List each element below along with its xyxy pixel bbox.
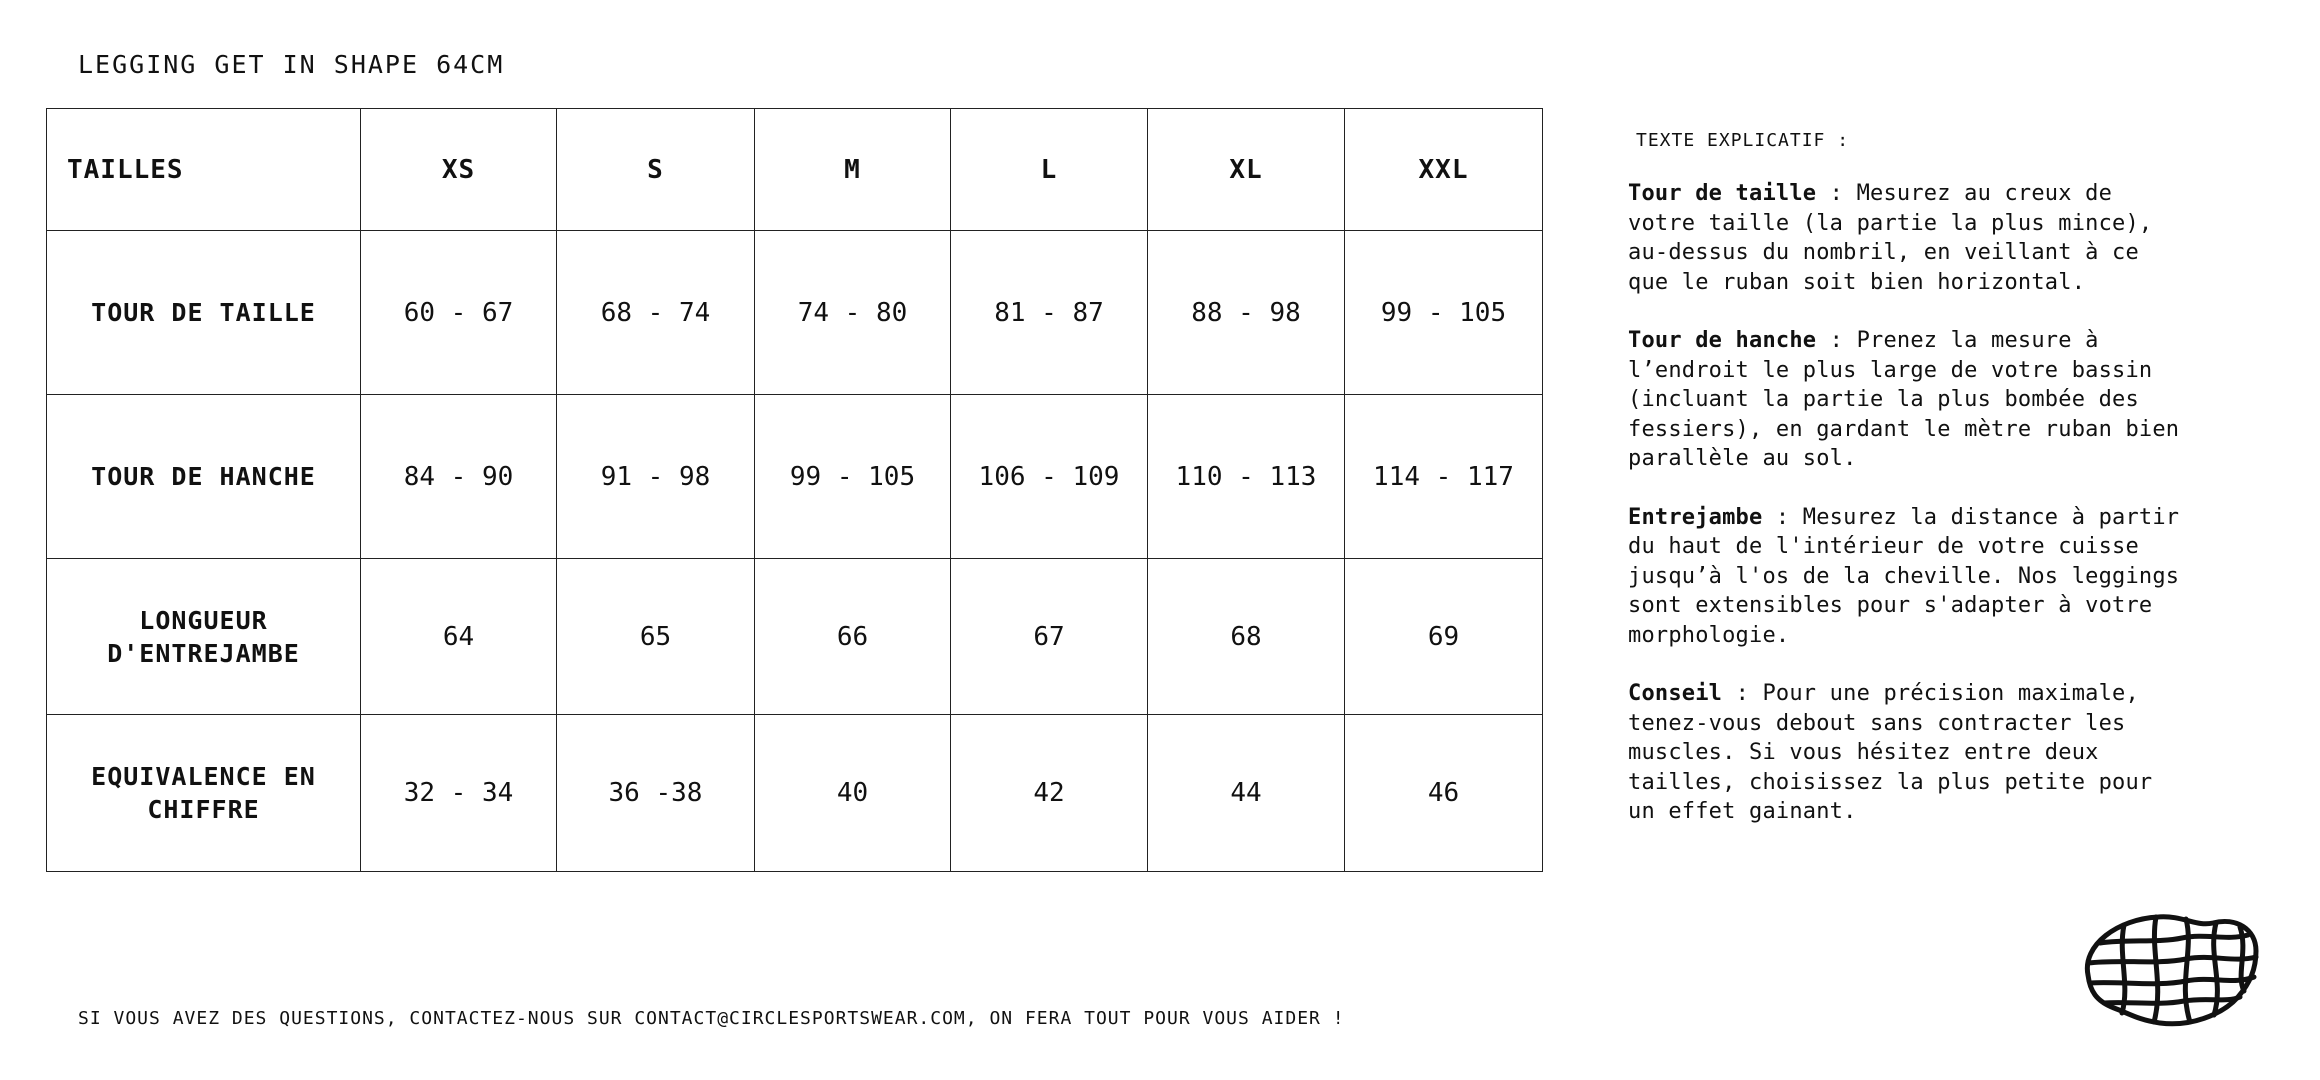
explanation-heading: TEXTE EXPLICATIF : bbox=[1636, 130, 1850, 151]
explanation-panel bbox=[1628, 130, 2188, 856]
table-cell: 91 - 98 bbox=[557, 395, 755, 559]
table-cell: 110 - 113 bbox=[1148, 395, 1345, 559]
explanation-paragraph-hanche bbox=[1628, 326, 2188, 474]
page-title: LEGGING GET IN SHAPE 64CM bbox=[78, 50, 505, 79]
table-cell: 106 - 109 bbox=[951, 395, 1148, 559]
explanation-term: Tour de taille bbox=[1628, 181, 1817, 206]
table-cell: 44 bbox=[1148, 715, 1345, 872]
table-cell: 68 - 74 bbox=[557, 231, 755, 395]
table-row-equivalence bbox=[47, 715, 1543, 872]
row-label-longueur-entrejambe bbox=[47, 559, 361, 715]
row-label-tour-de-taille: TOUR DE TAILLE bbox=[47, 231, 361, 395]
table-cell: 42 bbox=[951, 715, 1148, 872]
table-cell: 67 bbox=[951, 559, 1148, 715]
table-cell: 88 - 98 bbox=[1148, 231, 1345, 395]
table-row-longueur-entrejambe bbox=[47, 559, 1543, 715]
table-cell: 46 bbox=[1345, 715, 1543, 872]
row-label-line: D'ENTREJAMBE bbox=[107, 638, 300, 668]
explanation-text: : Prenez la mesure à l’endroit le plus large de votre bassin (incluant la partie la plus bombée des fessiers), en gardant le mètre ruban bien parallèle au sol. bbox=[1628, 328, 2180, 471]
wireframe-globe-logo-icon bbox=[2078, 905, 2263, 1030]
table-cell: 60 - 67 bbox=[361, 231, 557, 395]
explanation-term: Entrejambe bbox=[1628, 504, 1763, 530]
table-cell: 64 bbox=[361, 559, 557, 715]
table-cell: 69 bbox=[1345, 559, 1543, 715]
table-row-tour-de-hanche bbox=[47, 395, 1543, 559]
table-cell: 66 bbox=[755, 559, 951, 715]
explanation-paragraph-entrejambe bbox=[1628, 503, 2188, 651]
table-cell: 74 - 80 bbox=[755, 231, 951, 395]
size-chart-table bbox=[46, 108, 1543, 872]
header-cell-tailles: TAILLES bbox=[47, 109, 361, 231]
table-cell: 84 - 90 bbox=[361, 395, 557, 559]
table-cell: 36 -38 bbox=[557, 715, 755, 872]
header-cell-size: S bbox=[557, 109, 755, 231]
header-cell-size: XS bbox=[361, 109, 557, 231]
explanation-paragraph-taille bbox=[1628, 179, 2188, 297]
table-row-tour-de-taille bbox=[47, 231, 1543, 395]
row-label-line: CHIFFRE bbox=[147, 795, 260, 824]
explanation-text: : Pour une précision maximale, tenez-vous debout sans contracter les muscles. Si vous hésitez entre deux tailles, choisissez la plus petite pour un effet gainant. bbox=[1628, 681, 2153, 824]
row-label-tour-de-hanche: TOUR DE HANCHE bbox=[47, 395, 361, 559]
table-header-row bbox=[47, 109, 1543, 231]
table-cell: 68 bbox=[1148, 559, 1345, 715]
table-cell: 114 - 117 bbox=[1345, 395, 1543, 559]
table-cell: 99 - 105 bbox=[1345, 231, 1543, 395]
explanation-term: Tour de hanche bbox=[1628, 328, 1817, 353]
table-cell: 81 - 87 bbox=[951, 231, 1148, 395]
table-cell: 32 - 34 bbox=[361, 715, 557, 872]
header-cell-size: L bbox=[951, 109, 1148, 231]
header-cell-size: XXL bbox=[1345, 109, 1543, 231]
contact-footer: SI VOUS AVEZ DES QUESTIONS, CONTACTEZ-NOUS SUR CONTACT@CIRCLESPORTSWEAR.COM, ON FERA TOUT POUR VOUS AIDER ! bbox=[78, 1008, 1345, 1029]
header-cell-size: M bbox=[755, 109, 951, 231]
table-cell: 40 bbox=[755, 715, 951, 872]
explanation-paragraph-conseil bbox=[1628, 679, 2188, 827]
header-cell-size: XL bbox=[1148, 109, 1345, 231]
row-label-equivalence bbox=[47, 715, 361, 872]
explanation-term: Conseil bbox=[1628, 681, 1723, 706]
row-label-line: LONGUEUR bbox=[139, 605, 268, 635]
table-cell: 65 bbox=[557, 559, 755, 715]
table-cell: 99 - 105 bbox=[755, 395, 951, 559]
explanation-text: : Mesurez la distance à partir du haut de l'intérieur de votre cuisse jusqu’à l'os de la cheville. Nos leggings sont extensibles pour s'adapter à votre morphologie. bbox=[1628, 504, 2180, 648]
row-label-line: EQUIVALENCE EN bbox=[91, 762, 316, 791]
explanation-text: : Mesurez au creux de votre taille (la partie la plus mince), au-dessus du nombril, en veillant à ce que le ruban soit bien horizontal. bbox=[1628, 181, 2153, 295]
